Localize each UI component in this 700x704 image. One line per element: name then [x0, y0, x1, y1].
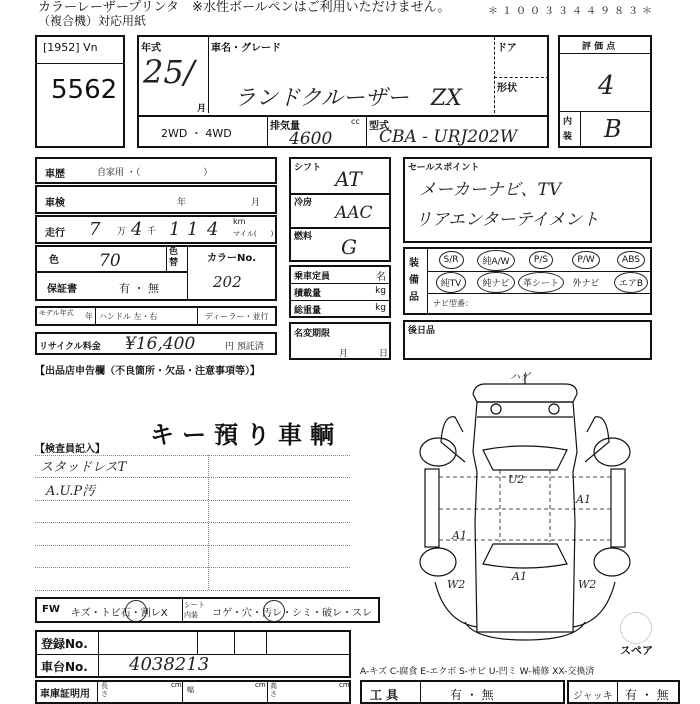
history-value: 自家用 ・（ ） [97, 168, 213, 178]
inspection-year: 年 [177, 198, 187, 208]
inspector-note-1: スタッドレスT [40, 460, 127, 475]
name-label: 車名・グレード [211, 43, 281, 54]
seat-label: シート内装 [184, 601, 205, 619]
displacement-value: 4600 [289, 129, 333, 149]
recycle-row [35, 332, 277, 355]
registration-label: 登録No. [41, 637, 88, 651]
jack-row [567, 680, 680, 704]
shape-label: 形状 [497, 83, 517, 94]
damage-mark-front-right: W2 [578, 578, 597, 591]
mileage-1k: 4 [131, 219, 143, 240]
damage-mark-left: A1 [452, 529, 467, 542]
seat-items: コゲ・穴・汚レ・シミ・破レ・スレ [212, 608, 372, 619]
model-code: CBA - URJ202W [379, 127, 518, 147]
damage-mark-front-left: W2 [447, 578, 466, 591]
shift-label: シフト [294, 163, 322, 173]
displacement-label: 排気量 [270, 121, 300, 132]
mileage-100: 1 [169, 219, 181, 240]
fuel-label: 燃料 [294, 232, 313, 242]
handle-option: ハンドル 左・右 [99, 312, 158, 321]
later-items-box [403, 320, 652, 360]
km-label: km [233, 217, 246, 226]
door-label: ドア [497, 43, 517, 54]
spare-tire-icon [620, 612, 652, 644]
capacity-unit: 名 [376, 272, 386, 283]
ac-value: AAC [335, 203, 373, 223]
tools-value: 有 ・ 無 [450, 688, 494, 702]
score-label: 評 価 点 [582, 42, 616, 52]
score-box [558, 35, 652, 148]
equipment-item [472, 267, 520, 297]
vehicle-box [137, 35, 549, 148]
equipment-box [403, 247, 652, 315]
tools-row [360, 680, 565, 704]
damage-mark-right: A1 [576, 493, 591, 506]
inspection-label: 車検 [45, 198, 65, 209]
load-label: 積載量 [294, 289, 322, 299]
lot-box [35, 35, 125, 148]
load-unit: kg [375, 286, 386, 296]
inspection-row [35, 185, 277, 214]
color-label: 色 [49, 255, 59, 266]
garage-label: 車庫証明用 [40, 689, 90, 700]
car-body-diagram [405, 372, 635, 642]
later-items-label: 後日品 [408, 326, 436, 336]
mileage-label: 走行 [45, 228, 65, 239]
man-label: 万 [117, 227, 127, 237]
mileage-1: 4 [207, 219, 219, 240]
spare-label: スペア [620, 644, 653, 657]
inspection-month: 月 [251, 198, 261, 208]
header-notice: カラーレーザープリンタ ※水性ボールペンはご利用いただけません。 [38, 0, 451, 15]
sales-point-label: セールスポイント [408, 163, 480, 173]
height-label: 高さ [270, 682, 277, 698]
height-unit: cm [339, 681, 350, 689]
equipment-item-label: P/W [572, 251, 599, 269]
width-unit: cm [255, 681, 266, 689]
header-sub: （複合機）対応用紙 [38, 14, 147, 28]
overall-score: 4 [598, 71, 615, 101]
equipment-item-label: 純A/W [477, 250, 514, 271]
navi-model-label: ナビ型番： [433, 299, 473, 308]
lot-tag: [1952] Vn [43, 41, 98, 54]
drivetrain-box [289, 157, 391, 262]
length-label: 長さ [101, 682, 108, 698]
equipment-item-label: 純TV [436, 272, 467, 293]
width-label: 幅 [187, 686, 194, 694]
weight-label: 総重量 [294, 306, 322, 316]
cc-label: cc [351, 117, 360, 126]
color-no-value: 202 [213, 273, 242, 291]
mileage-10: 1 [187, 219, 199, 240]
damage-code-legend: A-キズ C-腐食 E-エクボ S-サビ U-凹ミ W-補修 XX-交換済 [360, 667, 595, 677]
mileage-row [35, 215, 277, 244]
sales-point-box [403, 157, 652, 243]
equipment-item-label: ABS [617, 251, 645, 269]
transfer-month: 月 [339, 349, 349, 359]
equipment-item-label: P/S [529, 251, 553, 269]
inspector-label: 【検査員記入】 [35, 444, 105, 455]
sales-point-line2: リアエンターテイメント [415, 210, 600, 230]
transfer-box [289, 322, 391, 360]
inspector-note-2: A.U.P汚 [46, 484, 96, 499]
equipment-item-label: 純ナビ [477, 272, 514, 293]
jack-value: 有 ・ 無 [625, 688, 669, 702]
model-label: 型式 [369, 121, 389, 132]
capacity-box [289, 265, 391, 318]
transfer-day: 日 [379, 349, 389, 359]
barcode-number: ＊１００３３４４９８３＊ [488, 6, 656, 17]
capacity-label: 乗車定員 [294, 272, 331, 282]
ac-label: 冷房 [294, 198, 313, 208]
lot-number: 5562 [51, 75, 118, 105]
fw-seat-row [35, 597, 380, 623]
year-value: 25/ [143, 53, 195, 91]
dealer-option: ディーラー・並行 [205, 312, 269, 321]
equipment-item-label: エアB [614, 272, 648, 293]
color-change-label: 色替 [169, 247, 179, 268]
color-warranty [35, 245, 277, 301]
damage-mark-top: ハゲ [510, 372, 530, 383]
year-label: 年式 [141, 43, 161, 54]
circle-mark [263, 600, 285, 622]
garage-row [35, 680, 351, 704]
equipment-item-label: S/R [439, 251, 464, 269]
sen-label: 千 [147, 227, 157, 237]
recycle-label: リサイクル料金 [39, 342, 101, 352]
length-unit: cm [171, 681, 182, 689]
warranty-value: 有 ・ 無 [119, 282, 159, 295]
damage-mark-roof: U2 [508, 473, 525, 486]
chassis-label: 車台No. [41, 660, 88, 674]
jack-label: ジャッキ [573, 691, 613, 702]
month-label: 月 [197, 104, 207, 114]
fw-label: FW [42, 604, 60, 615]
transfer-label: 名変期限 [294, 329, 331, 339]
mile-label: マイル( ) [233, 230, 274, 238]
tools-label: 工 具 [370, 688, 399, 702]
vehicle-name: ランドクルーザー ZX [234, 86, 462, 111]
fw-items: キズ・トビ石・割レX [71, 608, 168, 619]
chassis-number: 4038213 [129, 654, 210, 675]
recycle-suffix: 円 預託済 [225, 342, 264, 352]
color-no-label: カラーNo. [207, 253, 257, 264]
sales-point-line1: メーカーナビ、TV [419, 180, 562, 200]
seller-note-label: 【出品店申告欄（不良箇所・欠品・注意事項等）】 [35, 366, 260, 377]
circle-mark [125, 600, 147, 622]
model-year-row [35, 306, 277, 326]
history-row [35, 157, 277, 184]
warranty-label: 保証書 [47, 284, 77, 295]
shift-value: AT [335, 167, 362, 191]
model-year-label: モデル年式 [39, 309, 74, 317]
weight-unit: kg [375, 303, 386, 313]
registration-box [35, 630, 351, 678]
interior-label: 内装 [563, 117, 573, 142]
equipment-label: 装備品 [409, 258, 419, 303]
model-year-unit: 年 [85, 312, 93, 321]
fuel-value: G [341, 235, 357, 259]
recycle-value: ¥16,400 [125, 334, 196, 354]
interior-score: B [604, 115, 622, 143]
equipment-item [427, 267, 475, 297]
damage-mark-front: A1 [512, 570, 527, 583]
equipment-item [562, 267, 610, 297]
equipment-item-label: 外ナビ [572, 278, 600, 289]
drive-type: 2WD ・ 4WD [161, 127, 232, 140]
key-held-stamp: キー預り車輌 [150, 421, 342, 449]
color-value: 70 [99, 251, 121, 271]
history-label: 車歴 [45, 169, 65, 180]
mileage-10k: 7 [89, 219, 101, 240]
equipment-item-label: 革シート [518, 272, 564, 293]
equipment-item [607, 267, 655, 297]
equipment-item [517, 267, 565, 297]
